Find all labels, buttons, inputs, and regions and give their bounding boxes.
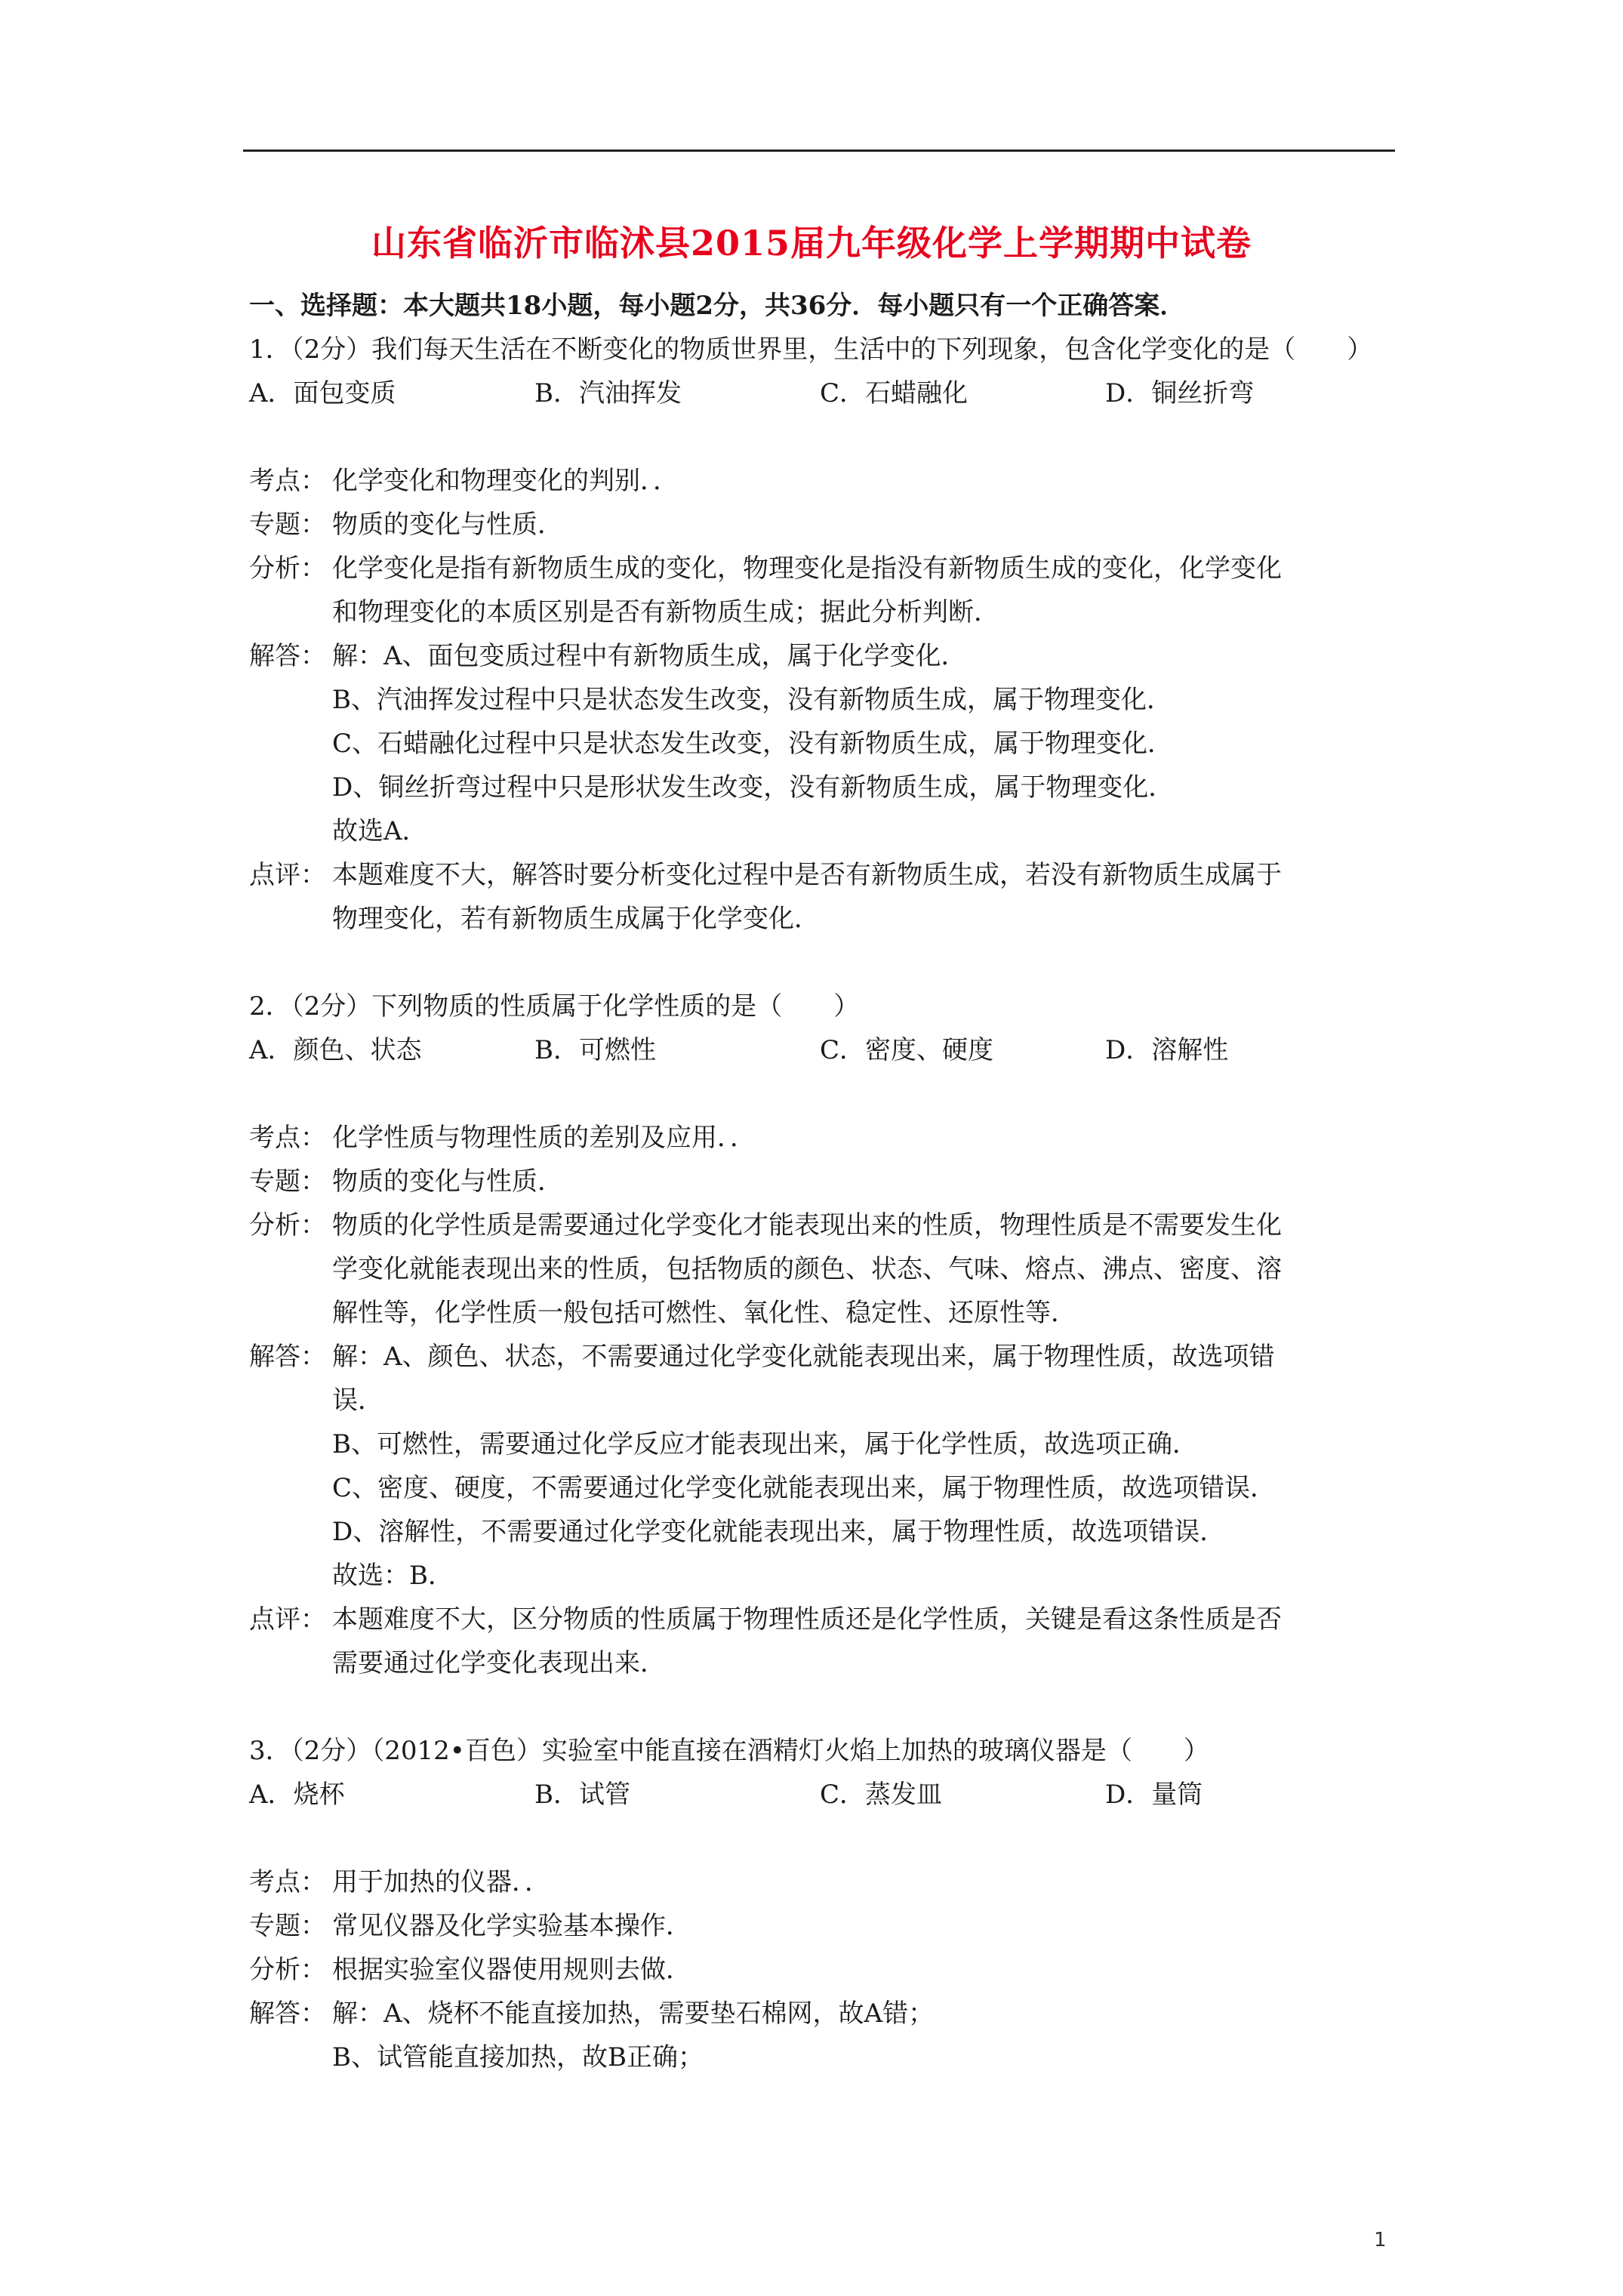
fenxi-line: 物质的化学性质是需要通过化学变化才能表现出来的性质，物理性质是不需要发生化 [332,1210,1282,1240]
kaodian-row [249,459,1397,503]
header-rule [243,149,1395,152]
kaodian-row [249,1860,1397,1904]
jieda-row [249,1992,1397,2079]
fenxi-row [249,1948,1397,1992]
jieda-label: 解答： [249,1999,326,2029]
jieda-line: D、溶解性，不需要通过化学变化就能表现出来，属于物理性质，故选项错误． [332,1517,1226,1547]
question-stem: 1．（2分）我们每天生活在不断变化的物质世界里，生活中的下列现象，包含化学变化的是（ ） [249,334,1373,365]
question-3 [249,1729,1397,2079]
dianping-line: 需要通过化学变化表现出来． [332,1648,666,1678]
jieda-line: B、汽油挥发过程中只是状态发生改变，没有新物质生成，属于物理变化． [332,685,1172,715]
jieda-line: C、石蜡融化过程中只是状态发生改变，没有新物质生成，属于物理变化． [332,729,1174,759]
answer-options [249,371,1397,415]
fenxi-line: 根据实验室仪器使用规则去做． [332,1955,691,1985]
jieda-line: C、密度、硬度，不需要通过化学变化就能表现出来，属于物理性质，故选项错误． [332,1473,1277,1503]
question-stem: 2．（2分）下列物质的性质属于化学性质的是（ ） [249,991,860,1022]
zhuanti-row [249,1160,1397,1203]
zhuanti-text: 常见仪器及化学实验基本操作． [332,1911,691,1941]
option-b: B．试管 [534,1780,630,1810]
answer-options [249,1028,1397,1072]
fenxi-line: 解性等，化学性质一般包括可燃性、氧化性、稳定性、还原性等． [332,1298,1076,1328]
option-b: B．可燃性 [534,1035,656,1065]
question-stem: 3．（2分）（2012•百色）实验室中能直接在酒精灯火焰上加热的玻璃仪器是（ ） [249,1736,1209,1766]
jieda-label: 解答： [249,1342,326,1372]
jieda-line: 故选A． [332,816,428,846]
kaodian-text: 化学变化和物理变化的判别．． [332,466,679,496]
option-c: C．密度、硬度 [820,1035,994,1065]
dianping-row [249,1598,1397,1685]
dianping-line: 本题难度不大，解答时要分析变化过程中是否有新物质生成，若没有新物质生成属于 [332,860,1282,890]
jieda-line: 解：A、面包变质过程中有新物质生成，属于化学变化． [332,641,967,671]
jieda-label: 解答： [249,641,326,671]
option-c: C．石蜡融化 [820,378,969,408]
fenxi-row [249,1203,1397,1335]
option-a: A．颜色、状态 [249,1035,422,1065]
fenxi-line: 和物理变化的本质区别是否有新物质生成；据此分析判断． [332,597,999,627]
zhuanti-text: 物质的变化与性质． [332,1166,563,1197]
option-d: D．溶解性 [1105,1035,1229,1065]
fenxi-row [249,547,1397,634]
jieda-line: 故选：B． [332,1561,454,1591]
fenxi-line: 化学变化是指有新物质生成的变化，物理变化是指没有新物质生成的变化，化学变化 [332,553,1282,584]
zhuanti-row [249,1904,1397,1948]
option-a: A．面包变质 [249,378,396,408]
kaodian-label: 考点： [249,1867,326,1897]
option-d: D．量筒 [1105,1780,1203,1810]
jieda-line: 解：A、颜色、状态，不需要通过化学变化就能表现出来，属于物理性质，故选项错 [332,1342,1275,1372]
option-c: C．蒸发皿 [820,1780,943,1810]
kaodian-row [249,1116,1397,1160]
question-1 [249,328,1397,941]
option-a: A．烧杯 [249,1780,345,1810]
zhuanti-label: 专题： [249,1911,326,1941]
jieda-row [249,1335,1397,1598]
fenxi-label: 分析： [249,553,326,584]
answer-options [249,1773,1397,1817]
kaodian-text: 用于加热的仪器．． [332,1867,550,1897]
zhuanti-text: 物质的变化与性质． [332,510,563,540]
page-number: 1 [1374,2229,1387,2251]
jieda-line: 误． [332,1385,383,1416]
jieda-line: 解：A、烧杯不能直接加热，需要垫石棉网，故A错； [332,1999,935,2029]
zhuanti-label: 专题： [249,1166,326,1197]
jieda-line: B、试管能直接加热，故B正确； [332,2042,704,2073]
section-header: 一、选择题：本大题共18小题，每小题2分，共36分．每小题只有一个正确答案． [249,291,1186,321]
jieda-row [249,634,1397,853]
jieda-line: D、铜丝折弯过程中只是形状发生改变，没有新物质生成，属于物理变化． [332,772,1175,803]
dianping-line: 本题难度不大，区分物质的性质属于物理性质还是化学性质，关键是看这条性质是否 [332,1604,1282,1635]
option-b: B．汽油挥发 [534,378,682,408]
dianping-row [249,853,1397,941]
dianping-label: 点评： [249,860,326,890]
question-2 [249,985,1397,1685]
kaodian-text: 化学性质与物理性质的差别及应用．． [332,1123,756,1153]
document-body [249,284,1397,2079]
kaodian-label: 考点： [249,1123,326,1153]
zhuanti-label: 专题： [249,510,326,540]
fenxi-label: 分析： [249,1210,326,1240]
kaodian-label: 考点： [249,466,326,496]
dianping-label: 点评： [249,1604,326,1635]
zhuanti-row [249,503,1397,547]
fenxi-label: 分析： [249,1955,326,1985]
option-d: D．铜丝折弯 [1105,378,1255,408]
fenxi-line: 学变化就能表现出来的性质，包括物质的颜色、状态、气味、熔点、沸点、密度、溶 [332,1254,1282,1284]
dianping-line: 物理变化，若有新物质生成属于化学变化． [332,904,820,934]
page-title: 山东省临沂市临沭县2015届九年级化学上学期期中试卷 [371,223,1252,264]
jieda-line: B、可燃性，需要通过化学反应才能表现出来，属于化学性质，故选项正确． [332,1429,1198,1459]
